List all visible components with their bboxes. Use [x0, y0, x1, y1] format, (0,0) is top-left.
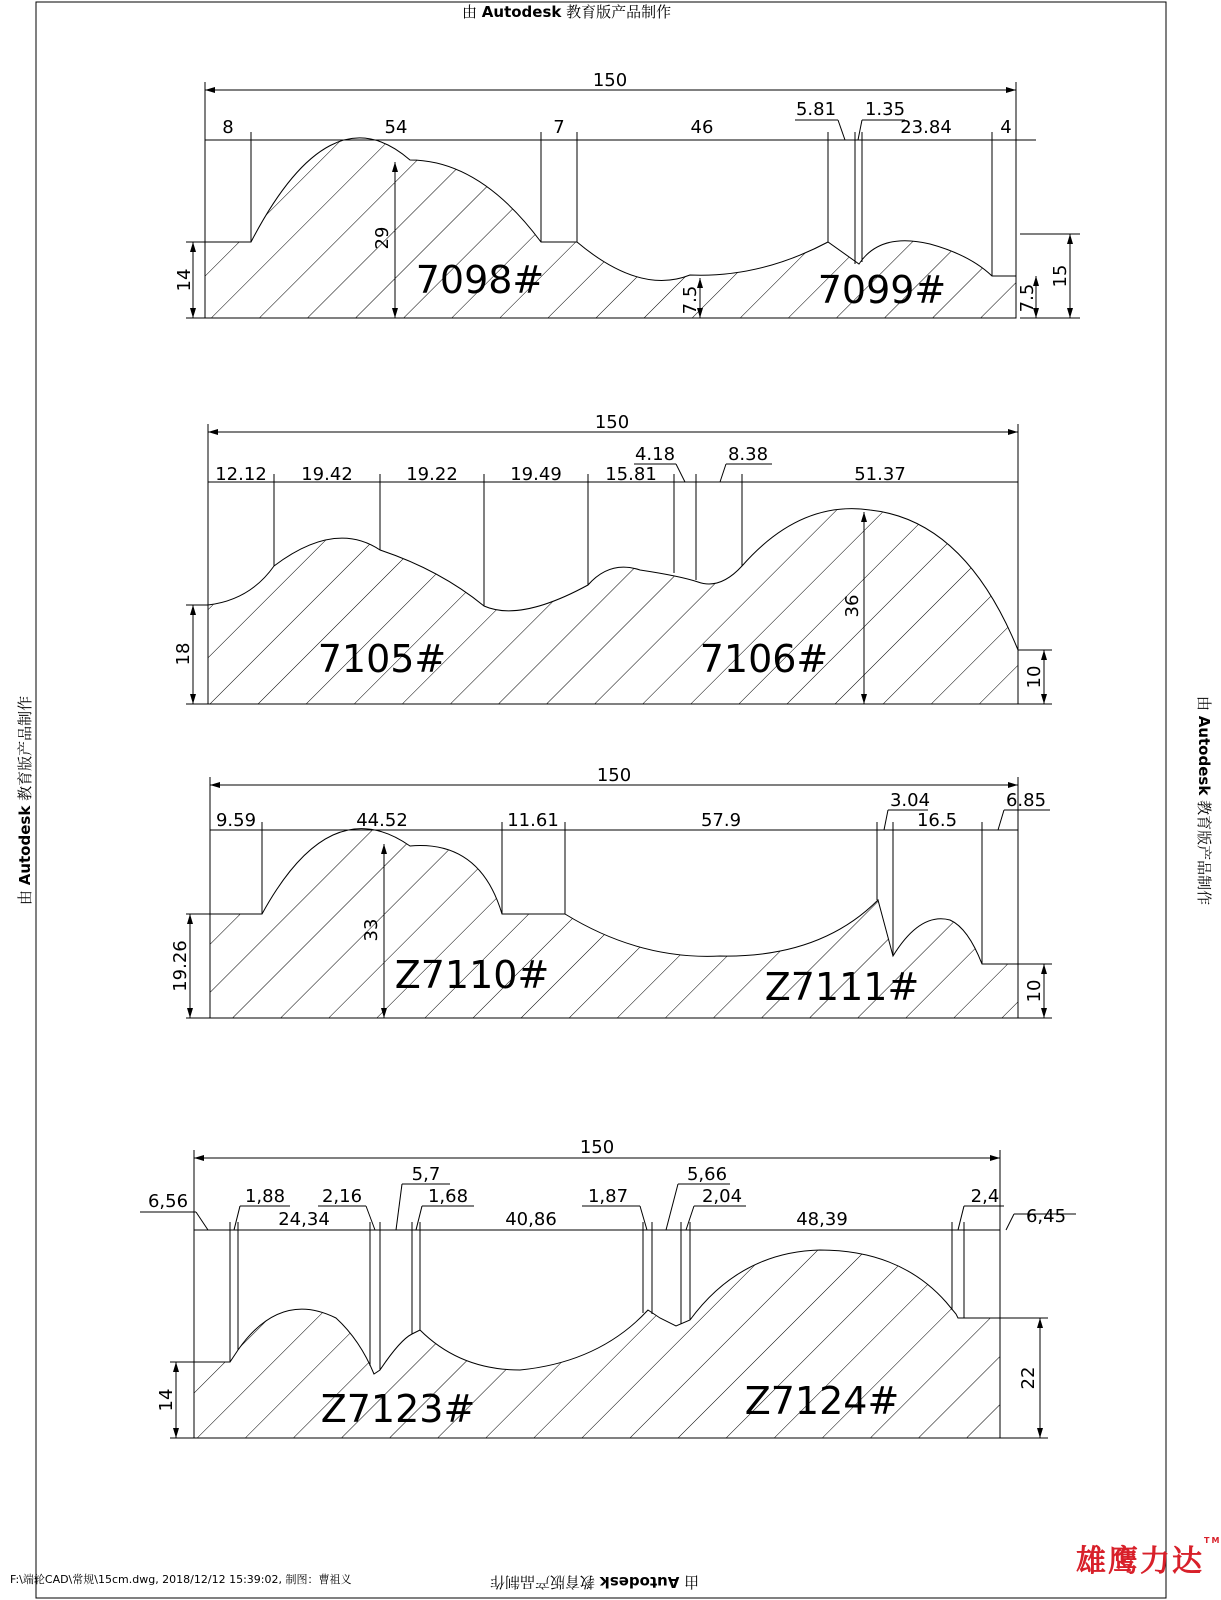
dim-seg: 57.9 [700, 810, 742, 831]
dim-seg: 6,45 [1025, 1206, 1067, 1227]
dim-height: 7.5 [680, 285, 701, 315]
dim-height: 14 [174, 268, 195, 292]
profile-label: 7099# [817, 268, 947, 312]
dim-seg: 8.38 [727, 444, 769, 465]
dim-seg: 6,56 [147, 1191, 189, 1212]
dim-seg: 11.61 [507, 810, 559, 831]
dim-height: 18 [173, 642, 194, 666]
watermark-top: 由 Autodesk 教育版产品制作 [462, 3, 672, 21]
dim-seg: 1,68 [427, 1186, 469, 1207]
dim-height: 15 [1050, 264, 1071, 288]
profile-row-3 [170, 765, 1052, 1018]
watermark-left: 由 Autodesk 教育版产品制作 [16, 695, 35, 906]
dim-seg: 5,66 [686, 1164, 728, 1185]
file-info-footer: F:\端轮CAD\常规\15cm.dwg, 2018/12/12 15:39:02, 制图：曹祖义 [10, 1573, 352, 1586]
dim-overall: 150 [579, 1137, 615, 1158]
profile-label: 7098# [415, 258, 545, 302]
profile-row-2 [173, 412, 1052, 704]
dim-height: 22 [1018, 1366, 1039, 1390]
brand-logo: 雄鹰力达™ [1076, 1536, 1221, 1579]
dim-seg: 2,04 [701, 1186, 743, 1207]
dim-seg: 1.35 [864, 99, 906, 120]
profile-label: 7105# [317, 637, 447, 681]
dim-seg: 12.12 [215, 464, 267, 485]
dim-seg: 3.04 [889, 790, 931, 811]
dim-seg: 2,16 [321, 1186, 363, 1207]
dim-seg: 6.85 [1005, 790, 1047, 811]
dim-seg: 16.5 [916, 810, 958, 831]
profile-label: Z7110# [394, 953, 550, 997]
dim-seg: 1,87 [587, 1186, 629, 1207]
dim-seg: 19.49 [510, 464, 562, 485]
dim-seg: 19.22 [406, 464, 458, 485]
watermark-right: 由 Autodesk 教育版产品制作 [1195, 695, 1214, 906]
dim-seg: 19.42 [301, 464, 353, 485]
dim-seg: 46 [690, 117, 714, 138]
dim-overall: 150 [596, 765, 632, 786]
dim-height: 10 [1024, 979, 1045, 1003]
dim-height: 7.5 [1017, 283, 1038, 313]
dim-overall: 150 [592, 70, 628, 91]
watermark-bottom: 由 Autodesk 教育版产品制作 [490, 1573, 700, 1591]
dim-overall: 150 [594, 412, 630, 433]
dim-seg: 40,86 [505, 1209, 557, 1230]
dim-height: 10 [1024, 665, 1045, 689]
dim-seg: 9.59 [215, 810, 257, 831]
dim-seg: 48,39 [796, 1209, 848, 1230]
dim-seg: 54 [384, 117, 408, 138]
dim-seg: 4 [1000, 117, 1012, 138]
dim-seg: 1,88 [244, 1186, 286, 1207]
dim-seg: 5.81 [795, 99, 837, 120]
dim-height: 14 [156, 1388, 177, 1412]
dim-seg: 24,34 [278, 1209, 330, 1230]
dim-height: 29 [372, 226, 393, 250]
dim-height: 33 [361, 918, 382, 942]
dim-seg: 8 [222, 117, 234, 138]
profile-row-1 [174, 70, 1080, 318]
dim-seg: 5,7 [411, 1164, 441, 1185]
profile-label: Z7123# [320, 1387, 476, 1431]
dim-height: 19.26 [170, 940, 191, 992]
profile-label: Z7111# [764, 965, 920, 1009]
dim-seg: 15.81 [605, 464, 657, 485]
dim-seg: 4.18 [634, 444, 676, 465]
dim-seg: 44.52 [356, 810, 408, 831]
dim-height: 36 [842, 594, 863, 618]
profile-label: 7106# [699, 637, 829, 681]
profile-label: Z7124# [744, 1379, 900, 1423]
dim-seg: 51.37 [854, 464, 906, 485]
dim-seg: 23.84 [900, 117, 952, 138]
profile-row-4 [140, 1137, 1076, 1438]
dim-seg: 7 [553, 117, 565, 138]
dim-seg: 2,4 [970, 1186, 1000, 1207]
